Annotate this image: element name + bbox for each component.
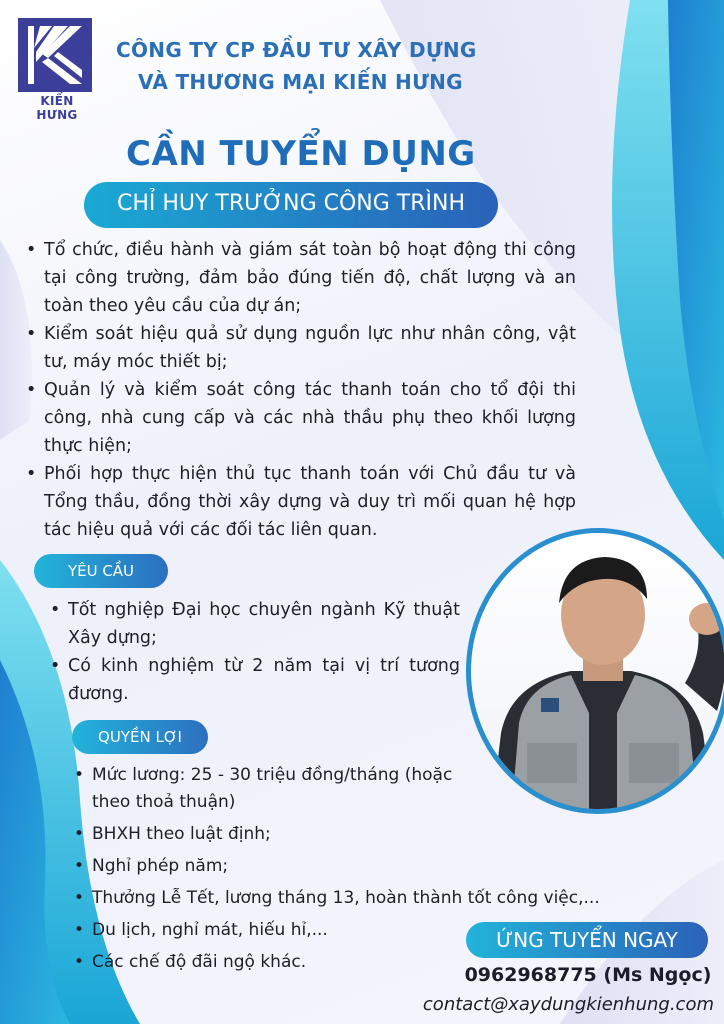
company-name-line1: CÔNG TY CP ĐẦU TƯ XÂY DỰNG [116, 38, 477, 62]
requirements-label: YÊU CẦU [34, 554, 168, 588]
benefits-label: QUYỀN LỢI [72, 720, 208, 754]
list-item: • Có kinh nghiệm từ 2 năm tại vị trí tương đương. [50, 652, 460, 708]
list-item: • BHXH theo luật định; [74, 821, 674, 848]
list-item: • Nghỉ phép năm; [74, 853, 674, 880]
list-item: • Thưởng Lễ Tết, lương tháng 13, hoàn thành tốt công việc,... [74, 885, 674, 912]
list-item: • Mức lương: 25 - 30 triệu đồng/tháng (hoặc theo thoả thuận) [74, 762, 454, 816]
duties-list [26, 236, 576, 544]
requirements-list [50, 596, 460, 708]
list-item: • Phối hợp thực hiện thủ tục thanh toán với Chủ đầu tư và Tổng thầu, đồng thời xây dựng và duy trì mối quan hệ hợp tác hiệu quả với các đối tác liên quan. [26, 460, 576, 544]
employee-photo [466, 528, 724, 814]
company-name-line2: VÀ THƯƠNG MẠI KIẾN HƯNG [138, 70, 463, 94]
position-banner: CHỈ HUY TRƯỞNG CÔNG TRÌNH [84, 182, 498, 228]
contact-email[interactable]: contact@xaydungkienhung.com [422, 994, 714, 1015]
recruitment-title: CẦN TUYỂN DỤNG [126, 134, 476, 174]
list-item: • Tốt nghiệp Đại học chuyên ngành Kỹ thuật Xây dựng; [50, 596, 460, 652]
contact-phone: 0962968775 (Ms Ngọc) [464, 964, 712, 986]
list-item: • Quản lý và kiểm soát công tác thanh toán cho tổ đội thi công, nhà cung cấp và các nhà thầu phụ theo khối lượng thực hiện; [26, 376, 576, 460]
kh-logo-icon [18, 18, 92, 92]
company-logo [18, 18, 96, 122]
apply-now-button[interactable]: ỨNG TUYỂN NGAY [466, 922, 708, 958]
logo-name: KIẾN HƯNG [36, 94, 78, 122]
list-item: • Kiểm soát hiệu quả sử dụng nguồn lực như nhân công, vật tư, máy móc thiết bị; [26, 320, 576, 376]
company-name [116, 34, 516, 98]
list-item: • Du lịch, nghỉ mát, hiếu hỉ,... [74, 917, 674, 944]
list-item: • Các chế độ đãi ngộ khác. [74, 949, 674, 976]
list-item: • Tổ chức, điều hành và giám sát toàn bộ hoạt động thi công tại công trường, đảm bảo đúng tiến độ, chất lượng và an toàn theo yêu cầu của dự án; [26, 236, 576, 320]
